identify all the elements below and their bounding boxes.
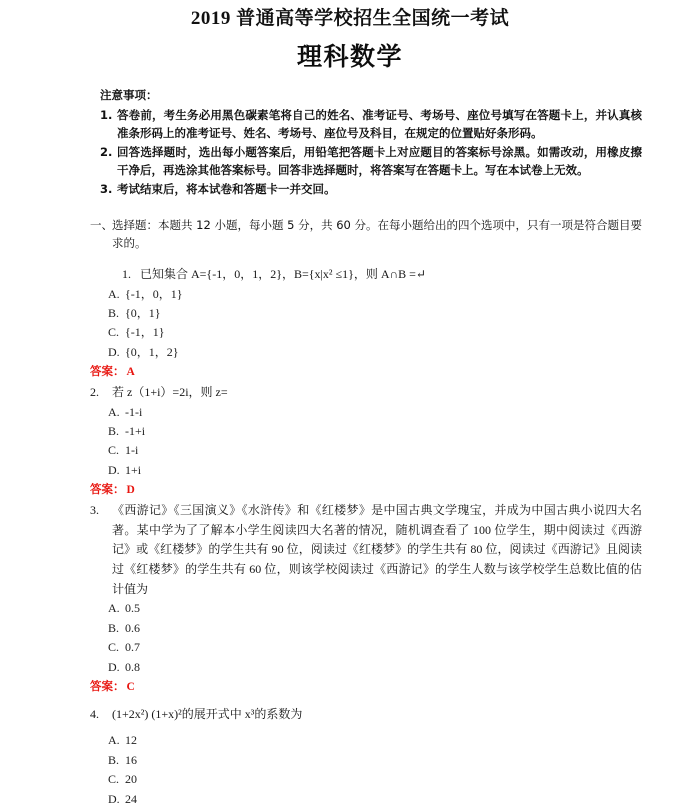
section-header-choice: [0, 216, 700, 253]
question-4: [90, 705, 642, 809]
option-text: 0.7: [125, 640, 140, 655]
question-stem: [90, 265, 642, 285]
answer-value: D: [126, 484, 135, 497]
option-text: 20: [125, 772, 137, 787]
option-text: {0，1}: [125, 306, 161, 321]
question-text: 已知集合 A={-1，0，1，2}，B={x|x² ≤1}，则 A∩B =↵: [140, 266, 426, 281]
option-text: 0.6: [125, 620, 140, 635]
notice-item-text: 考试结束后，将本试卷和答题卡一并交回。: [117, 182, 336, 197]
option-letter: C.: [108, 443, 120, 458]
answer-label: 答案：: [90, 364, 125, 379]
option-letter: B.: [108, 306, 120, 321]
option-a[interactable]: [108, 599, 642, 618]
option-b[interactable]: [108, 422, 642, 441]
option-text: 0.5: [125, 601, 140, 616]
option-letter: D.: [108, 659, 120, 674]
question-number: 3.: [90, 502, 99, 517]
notice-item: [100, 106, 642, 143]
option-c[interactable]: [108, 770, 642, 789]
page-title: 2019 普通高等学校招生全国统一考试: [190, 8, 510, 29]
option-text: 12: [125, 733, 137, 748]
option-letter: D.: [108, 791, 120, 806]
option-text: 0.8: [125, 659, 140, 674]
option-text: {0，1，2}: [125, 344, 179, 359]
option-letter: B.: [108, 620, 120, 635]
question-options: [90, 599, 642, 677]
notice-item-number: 3.: [100, 182, 113, 197]
option-letter: B.: [108, 424, 120, 439]
answer-label: 答案：: [90, 482, 125, 497]
answer-line: [90, 362, 642, 383]
question-stem: [90, 383, 642, 403]
option-text: {-1，0，1}: [125, 286, 183, 301]
answer-line: [90, 480, 642, 501]
question-2: [90, 383, 642, 501]
option-text: 1-i: [125, 443, 139, 458]
question-text: (1+2x²) (1+x)²的展开式中 x³的系数为: [112, 706, 303, 721]
option-letter: C.: [108, 772, 120, 787]
option-d[interactable]: [108, 461, 642, 480]
notice-item-number: 2.: [100, 144, 113, 159]
question-3: [90, 501, 642, 698]
notice-item: [100, 143, 642, 180]
option-a[interactable]: [108, 403, 642, 422]
question-stem: [90, 705, 642, 725]
option-letter: D.: [108, 344, 120, 359]
question-stem: [90, 501, 642, 599]
notice-list: [100, 106, 642, 199]
option-a[interactable]: [108, 731, 642, 750]
option-letter: B.: [108, 752, 120, 767]
answer-value: A: [126, 366, 135, 379]
question-number: 1.: [122, 266, 131, 281]
section-text: 选择题：本题共 12 小题，每小题 5 分，共 60 分。在每小题给出的四个选项中，只有一项是符合题目要求的。: [112, 217, 643, 251]
option-text: {-1，1}: [125, 325, 165, 340]
answer-label: 答案：: [90, 678, 125, 693]
option-text: -1+i: [125, 424, 146, 439]
option-d[interactable]: [108, 790, 642, 809]
option-d[interactable]: [108, 658, 642, 677]
option-letter: C.: [108, 640, 120, 655]
option-text: 16: [125, 752, 137, 767]
question-text: 《西游记》《三国演义》《水浒传》和《红楼梦》是中国古典文学瑰宝，并成为中国古典小说四大名著。某中学为了了解本小学生阅读四大名著的情况，随机调查看了 100 位学生，期中阅读过《西游记》或《红楼梦》的学生共有 90 位，阅读过《红楼梦》的学生共有 80 位，阅读过《西游记》且阅读过《红楼梦》的学生共有 60 位，则该学校阅读过《西游记》的学生人数与该学校学生总数比值的估计值为: [112, 502, 642, 596]
option-letter: D.: [108, 462, 120, 477]
option-letter: C.: [108, 325, 120, 340]
answer-line: [90, 677, 642, 698]
question-number: 2.: [90, 384, 99, 399]
option-b[interactable]: [108, 304, 642, 323]
notice-heading: 注意事项：: [100, 87, 158, 102]
option-letter: A.: [108, 404, 120, 419]
questions-list: [0, 265, 700, 809]
option-b[interactable]: [108, 751, 642, 770]
question-options: [90, 285, 642, 363]
question-options: [90, 731, 642, 809]
option-d[interactable]: [108, 343, 642, 362]
option-a[interactable]: [108, 285, 642, 304]
question-options: [90, 403, 642, 481]
subject-title: 理科数学: [296, 41, 403, 71]
notice-item-text: 回答选择题时，选出每小题答案后，用铅笔把答题卡上对应题目的答案标号涂黑。如需改动，用橡皮擦干净后，再选涂其他答案标号。回答非选择题时，将答案写在答题卡上。写在本试卷上无效。: [117, 144, 642, 178]
option-text: 24: [125, 791, 137, 806]
option-b[interactable]: [108, 619, 642, 638]
question-1: [90, 265, 642, 383]
option-text: -1-i: [125, 404, 143, 419]
option-c[interactable]: [108, 323, 642, 342]
option-letter: A.: [108, 601, 120, 616]
notice-item-text: 答卷前，考生务必用黑色碳素笔将自己的姓名、准考证号、考场号、座位号填写在答题卡上，并认真核准条形码上的准考证号、姓名、考场号、座位号及科目，在规定的位置贴好条形码。: [117, 107, 642, 141]
option-c[interactable]: [108, 441, 642, 460]
notice-item: [100, 180, 642, 199]
section-label: 一、: [90, 217, 113, 232]
exam-paper-page: [0, 7, 700, 812]
option-c[interactable]: [108, 638, 642, 657]
option-text: 1+i: [125, 462, 142, 477]
notice-item-number: 1.: [100, 107, 113, 122]
question-number: 4.: [90, 706, 99, 721]
option-letter: A.: [108, 733, 120, 748]
option-letter: A.: [108, 286, 120, 301]
notice-section: [0, 86, 700, 199]
answer-value: C: [126, 680, 135, 693]
question-text: 若 z（1+i）=2i，则 z=: [112, 384, 228, 399]
